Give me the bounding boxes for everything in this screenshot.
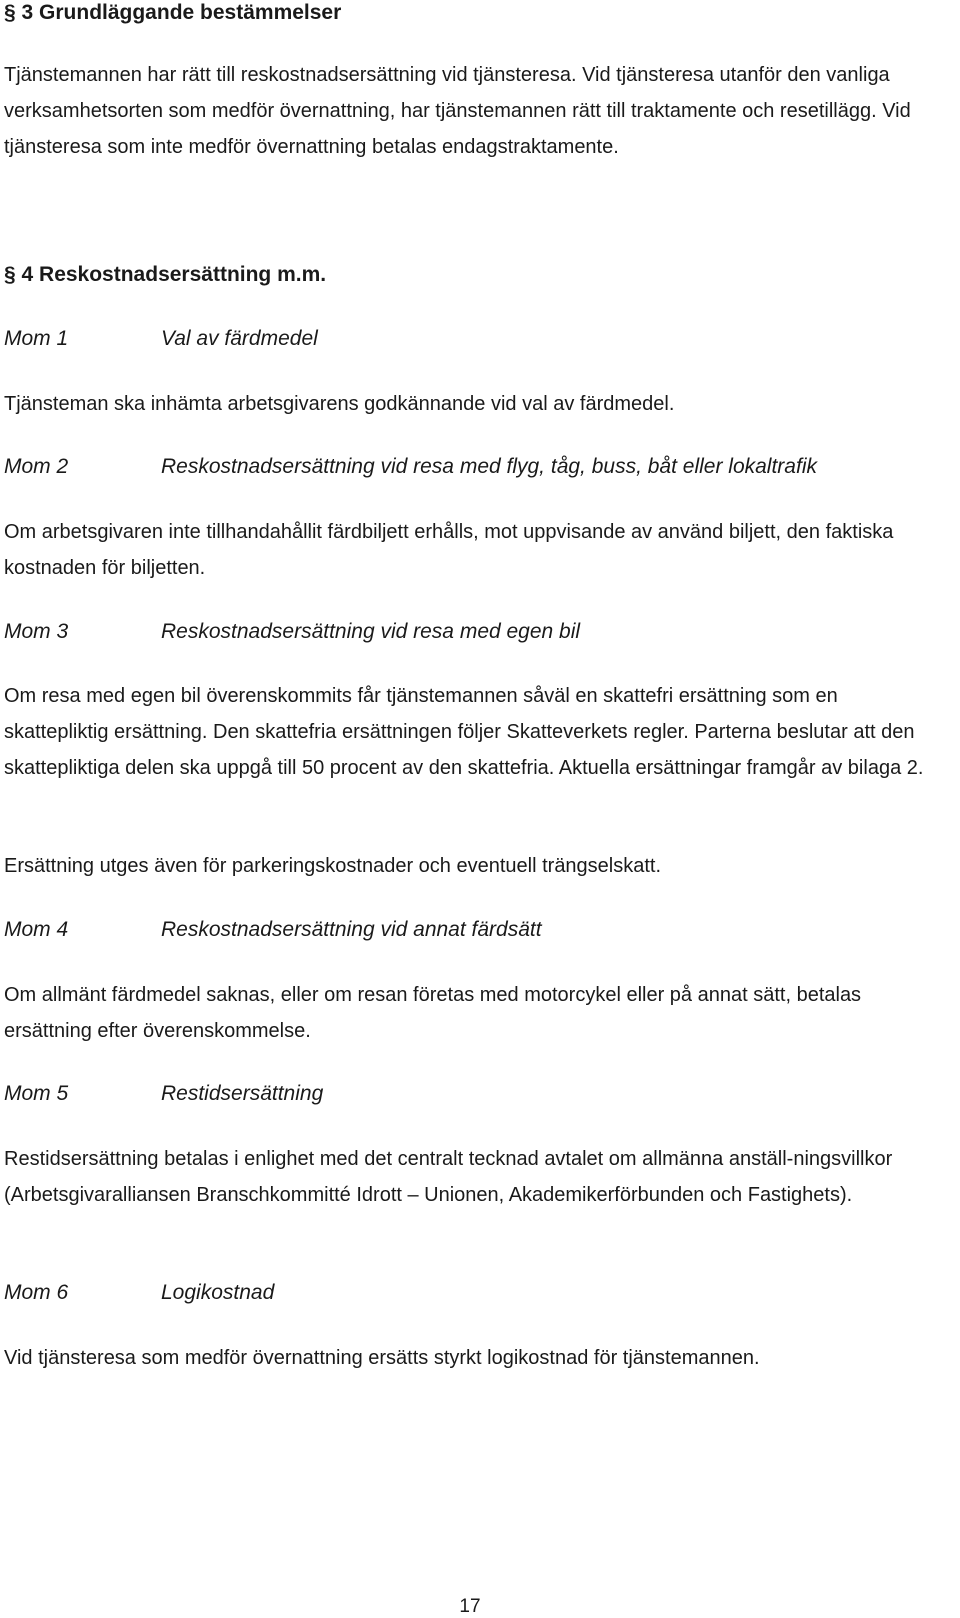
mom-4-heading <box>4 917 542 943</box>
mom-6-paragraph: Vid tjänsteresa som medför övernattning ersätts styrkt logikostnad för tjänstemannen. <box>4 1347 760 1369</box>
section-3-body: Tjänstemannen har rätt till reskostnadsersättning vid tjänsteresa. Vid tjänsteresa utanför den vanliga verksamhetsorten som medför övernattning, har tjänstemannen rätt till traktamente och resetillägg. Vid tjänsteresa som inte medför övernattning betalas endagstraktamente. <box>4 64 911 158</box>
mom-title: Reskostnadsersättning vid annat färdsätt <box>161 918 542 941</box>
mom-2-paragraph: Om arbetsgivaren inte tillhandahållit färdbiljett erhålls, mot uppvisande av använd biljett, den faktiska kostnaden för biljetten. <box>4 521 894 579</box>
mom-3-paragraph-2: Ersättning utges även för parkeringskostnader och eventuell trängselskatt. <box>4 855 662 877</box>
mom-title: Val av färdmedel <box>161 327 318 350</box>
mom-title: Reskostnadsersättning vid resa med flyg, tåg, buss, båt eller lokaltrafik <box>161 455 817 478</box>
section-3-heading: § 3 Grundläggande bestämmelser <box>4 1 342 24</box>
mom-4-paragraph: Om allmänt färdmedel saknas, eller om resan företas med motorcykel eller på annat sätt, betalas ersättning efter överenskommelse. <box>4 984 862 1042</box>
mom-5-heading <box>4 1081 323 1107</box>
mom-title: Logikostnad <box>161 1281 275 1304</box>
mom-number: Mom 2 <box>4 455 69 478</box>
mom-1-heading <box>4 326 318 352</box>
mom-title: Restidsersättning <box>161 1082 324 1105</box>
mom-number: Mom 5 <box>4 1082 69 1105</box>
mom-6-heading <box>4 1280 274 1306</box>
mom-5-paragraph: Restidsersättning betalas i enlighet med det centralt tecknad avtalet om allmänna anställ-ningsvillkor (Arbetsgivaralliansen Branschkommitté Idrott – Unionen, Akademikerförbunden och Fastighets). <box>4 1148 893 1206</box>
mom-number: Mom 1 <box>4 327 69 350</box>
mom-title: Reskostnadsersättning vid resa med egen bil <box>161 620 581 643</box>
mom-number: Mom 4 <box>4 918 69 941</box>
mom-number: Mom 6 <box>4 1281 69 1304</box>
mom-3-heading <box>4 619 580 645</box>
mom-2-heading <box>4 454 817 480</box>
mom-1-paragraph: Tjänsteman ska inhämta arbetsgivarens godkännande vid val av färdmedel. <box>4 393 675 415</box>
page-number: 17 <box>459 1596 481 1617</box>
mom-number: Mom 3 <box>4 620 69 643</box>
mom-3-paragraph-1: Om resa med egen bil överenskommits får tjänstemannen såväl en skattefri ersättning som en skattepliktig ersättning. Den skattefria ersättningen följer Skatteverkets regler. Parterna beslutar att den skattepliktiga delen ska uppgå till 50 procent av den skattefria. Aktuella ersättningar framgår av bilaga 2. <box>4 685 924 779</box>
section-4-heading: § 4 Reskostnadsersättning m.m. <box>4 263 327 286</box>
